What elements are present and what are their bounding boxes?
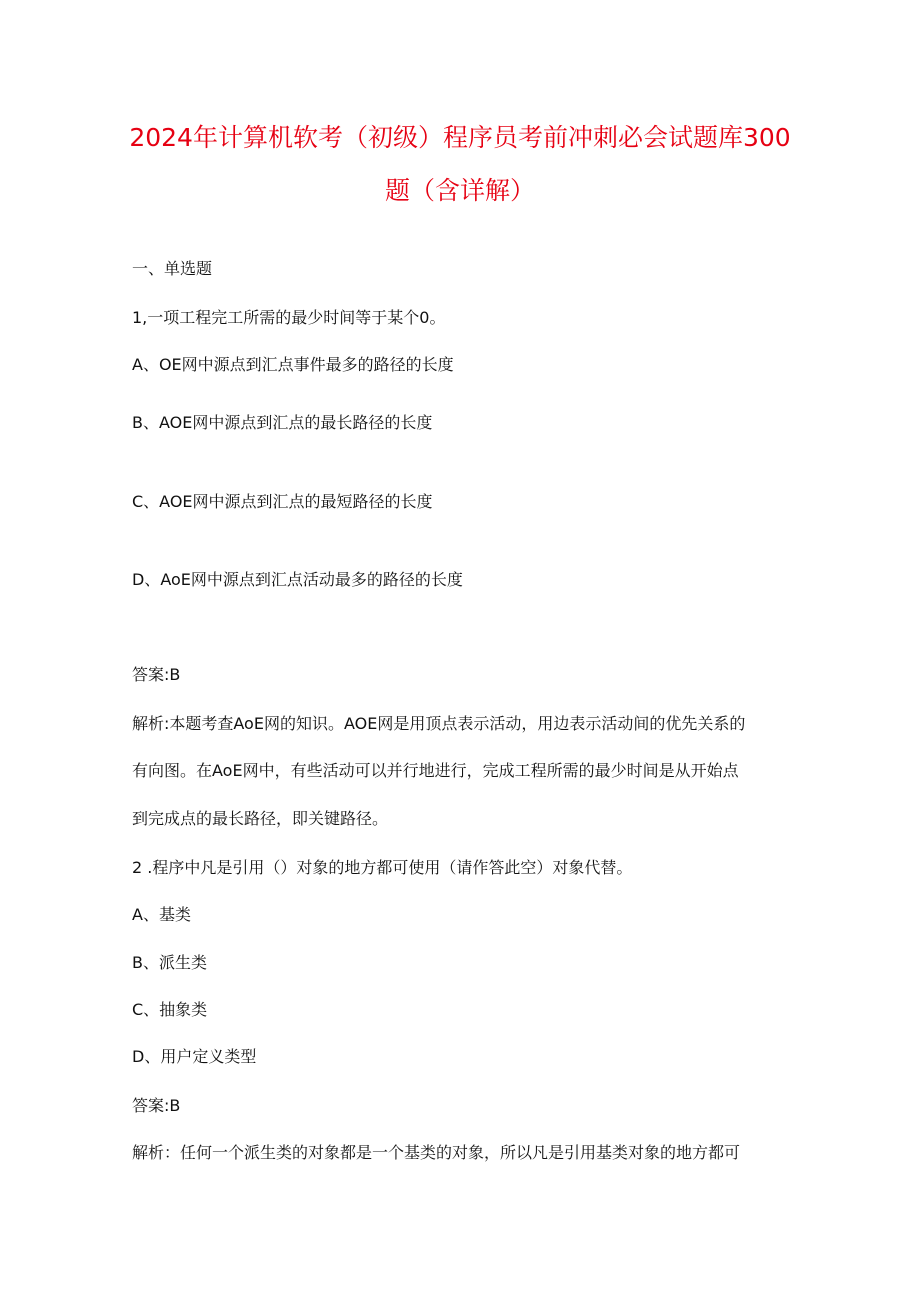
question-2-option-d: D、用户定义类型 [132,1047,257,1066]
question-2-option-a: A、基类 [132,905,191,924]
section-heading: 一、单选题 [132,259,213,278]
question-2-option-b: B、派生类 [132,953,207,972]
question-1-explanation-line-3: 到完成点的最长路径，即关键路径。 [132,809,389,828]
document-title-line-1: 2024年计算机软考（初级）程序员考前冲刺必会试题库300 [129,123,791,152]
document-title-line-2: 题（含详解） [384,176,535,205]
question-1-text: 1,一项工程完工所需的最少时间等于某个0。 [132,308,446,327]
question-1-explanation-line-2: 有向图。在AoE网中，有些活动可以并行地进行，完成工程所需的最少时间是从开始点 [132,761,739,780]
question-2-explanation-line-1: 解析：任何一个派生类的对象都是一个基类的对象，所以凡是引用基类对象的地方都可 [132,1143,741,1162]
question-1-option-a: A、OE网中源点到汇点事件最多的路径的长度 [132,355,454,374]
question-2-answer: 答案:B [132,1096,181,1115]
question-1-option-c: C、AOE网中源点到汇点的最短路径的长度 [132,492,433,511]
question-1-answer: 答案:B [132,665,181,684]
question-1-option-d: D、AoE网中源点到汇点活动最多的路径的长度 [132,570,463,589]
question-2-option-c: C、抽象类 [132,1000,208,1019]
question-1-option-b: B、AOE网中源点到汇点的最长路径的长度 [132,413,433,432]
question-1-explanation-line-1: 解析:本题考查AoE网的知识。AOE网是用顶点表示活动，用边表示活动间的优先关系的 [132,714,746,733]
question-2-text: 2 .程序中凡是引用（）对象的地方都可使用（请作答此空）对象代替。 [132,858,633,877]
